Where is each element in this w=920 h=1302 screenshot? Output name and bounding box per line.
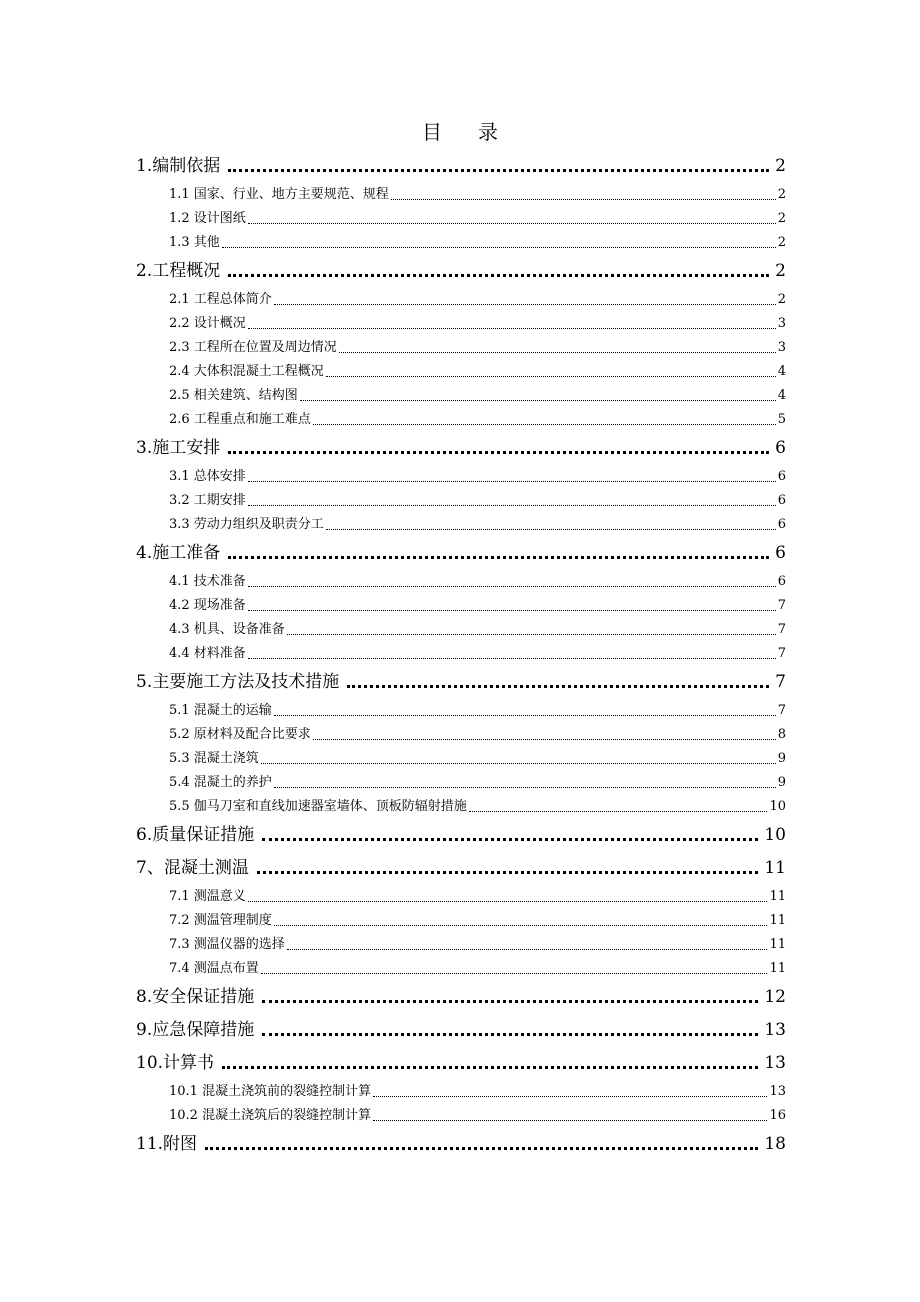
toc-entry-page: 2	[775, 261, 786, 281]
toc-entry-page: 6	[777, 574, 786, 589]
toc-entry-label: 3.2 工期安排	[169, 493, 246, 508]
toc-entry-page: 12	[764, 987, 786, 1007]
toc-entry-page: 2	[775, 156, 786, 176]
toc-section-entry[interactable]	[136, 1014, 786, 1047]
toc-entry-label: 7.3 测温仪器的选择	[169, 937, 285, 952]
toc-subsection-entry[interactable]	[136, 465, 786, 489]
toc-subsection-entry[interactable]	[136, 489, 786, 513]
toc-entry-page: 7	[777, 646, 786, 661]
toc-entry-page: 5	[777, 412, 786, 427]
toc-subsection-entry[interactable]	[136, 642, 786, 666]
toc-leader-dots	[261, 763, 776, 764]
toc-entry-page: 2	[777, 187, 786, 202]
toc-subsection-entry[interactable]	[136, 513, 786, 537]
toc-title-right: 录	[478, 120, 498, 144]
toc-leader-dots	[262, 1033, 758, 1036]
toc-leader-dots	[228, 274, 769, 277]
toc-entry-page: 4	[777, 364, 786, 379]
toc-leader-dots	[287, 634, 776, 635]
toc-leader-dots	[391, 199, 776, 200]
toc-entry-label: 5.1 混凝土的运输	[169, 703, 272, 718]
toc-entry-page: 9	[777, 775, 786, 790]
toc-leader-dots	[262, 838, 758, 841]
toc-leader-dots	[261, 973, 768, 974]
toc-subsection-entry[interactable]	[136, 771, 786, 795]
toc-entry-page: 3	[777, 316, 786, 331]
toc-entry-label: 2.1 工程总体简介	[169, 292, 272, 307]
toc-subsection-entry[interactable]	[136, 933, 786, 957]
toc-subsection-entry[interactable]	[136, 384, 786, 408]
table-of-contents	[136, 150, 786, 1161]
toc-leader-dots	[373, 1096, 767, 1097]
toc-section-entry[interactable]	[136, 666, 786, 699]
toc-entry-page: 6	[777, 517, 786, 532]
toc-entry-label: 2.工程概况	[136, 261, 221, 281]
toc-entry-page: 2	[777, 292, 786, 307]
toc-leader-dots	[228, 451, 769, 454]
toc-section-entry[interactable]	[136, 537, 786, 570]
toc-entry-label: 8.安全保证措施	[136, 987, 255, 1007]
toc-subsection-entry[interactable]	[136, 312, 786, 336]
toc-leader-dots	[228, 169, 769, 172]
toc-subsection-entry[interactable]	[136, 570, 786, 594]
toc-entry-page: 18	[764, 1134, 786, 1154]
toc-leader-dots	[248, 610, 776, 611]
toc-leader-dots	[257, 871, 759, 874]
toc-entry-page: 11	[764, 858, 786, 878]
toc-leader-dots	[347, 685, 769, 688]
toc-entry-label: 3.1 总体安排	[169, 469, 246, 484]
toc-entry-label: 10.1 混凝土浇筑前的裂缝控制计算	[169, 1084, 372, 1099]
toc-subsection-entry[interactable]	[136, 747, 786, 771]
toc-subsection-entry[interactable]	[136, 408, 786, 432]
toc-entry-page: 13	[764, 1020, 786, 1040]
toc-entry-label: 1.3 其他	[169, 235, 220, 250]
toc-entry-page: 2	[777, 211, 786, 226]
toc-entry-label: 2.2 设计概况	[169, 316, 246, 331]
toc-section-entry[interactable]	[136, 1128, 786, 1161]
toc-entry-page: 9	[777, 751, 786, 766]
toc-leader-dots	[248, 658, 776, 659]
toc-subsection-entry[interactable]	[136, 183, 786, 207]
toc-entry-page: 10	[769, 799, 786, 814]
toc-entry-label: 11.附图	[136, 1134, 198, 1154]
toc-subsection-entry[interactable]	[136, 957, 786, 981]
toc-entry-page: 11	[769, 889, 786, 904]
toc-entry-page: 2	[777, 235, 786, 250]
toc-entry-page: 3	[777, 340, 786, 355]
toc-subsection-entry[interactable]	[136, 618, 786, 642]
toc-entry-label: 6.质量保证措施	[136, 825, 255, 845]
toc-section-entry[interactable]	[136, 1047, 786, 1080]
toc-entry-label: 3.3 劳动力组织及职责分工	[169, 517, 324, 532]
toc-subsection-entry[interactable]	[136, 1104, 786, 1128]
toc-entry-label: 5.4 混凝土的养护	[169, 775, 272, 790]
toc-entry-page: 7	[777, 622, 786, 637]
toc-section-entry[interactable]	[136, 852, 786, 885]
toc-subsection-entry[interactable]	[136, 885, 786, 909]
toc-entry-label: 3.施工安排	[136, 438, 221, 458]
toc-entry-page: 4	[777, 388, 786, 403]
toc-entry-page: 6	[777, 469, 786, 484]
toc-entry-label: 5.2 原材料及配合比要求	[169, 727, 311, 742]
toc-entry-page: 7	[777, 598, 786, 613]
toc-entry-page: 6	[777, 493, 786, 508]
toc-entry-page: 7	[777, 703, 786, 718]
toc-subsection-entry[interactable]	[136, 699, 786, 723]
toc-entry-label: 1.2 设计图纸	[169, 211, 246, 226]
toc-leader-dots	[228, 556, 769, 559]
toc-entry-label: 4.4 材料准备	[169, 646, 246, 661]
toc-subsection-entry[interactable]	[136, 360, 786, 384]
toc-entry-page: 13	[769, 1084, 786, 1099]
toc-subsection-entry[interactable]	[136, 231, 786, 255]
toc-entry-page: 16	[769, 1108, 786, 1123]
toc-entry-label: 4.2 现场准备	[169, 598, 246, 613]
toc-leader-dots	[248, 505, 776, 506]
toc-leader-dots	[248, 481, 776, 482]
toc-entry-page: 11	[769, 913, 786, 928]
toc-section-entry[interactable]	[136, 981, 786, 1014]
toc-title	[0, 118, 920, 146]
toc-section-entry[interactable]	[136, 255, 786, 288]
toc-leader-dots	[339, 352, 776, 353]
toc-entry-label: 7、混凝土测温	[136, 858, 249, 878]
toc-entry-label: 10.计算书	[136, 1053, 215, 1073]
toc-subsection-entry[interactable]	[136, 207, 786, 231]
toc-subsection-entry[interactable]	[136, 288, 786, 312]
toc-entry-page: 13	[764, 1053, 786, 1073]
toc-entry-label: 4.施工准备	[136, 543, 221, 563]
toc-subsection-entry[interactable]	[136, 909, 786, 933]
toc-subsection-entry[interactable]	[136, 594, 786, 618]
toc-entry-label: 4.3 机具、设备准备	[169, 622, 285, 637]
toc-leader-dots	[313, 739, 776, 740]
toc-leader-dots	[373, 1120, 767, 1121]
toc-entry-page: 6	[775, 438, 786, 458]
toc-entry-label: 1.1 国家、行业、地方主要规范、规程	[169, 187, 389, 202]
toc-subsection-entry[interactable]	[136, 795, 786, 819]
toc-entry-label: 7.1 测温意义	[169, 889, 246, 904]
toc-leader-dots	[248, 223, 776, 224]
toc-entry-label: 1.编制依据	[136, 156, 221, 176]
toc-entry-label: 5.5 伽马刀室和直线加速器室墙体、顶板防辐射措施	[169, 799, 467, 814]
toc-leader-dots	[248, 586, 776, 587]
toc-entry-label: 10.2 混凝土浇筑后的裂缝控制计算	[169, 1108, 372, 1123]
toc-leader-dots	[248, 901, 768, 902]
toc-leader-dots	[262, 1000, 758, 1003]
toc-leader-dots	[248, 328, 776, 329]
toc-leader-dots	[222, 247, 776, 248]
toc-leader-dots	[300, 400, 776, 401]
toc-leader-dots	[326, 529, 776, 530]
toc-section-entry[interactable]	[136, 432, 786, 465]
toc-entry-label: 7.4 测温点布置	[169, 961, 259, 976]
toc-subsection-entry[interactable]	[136, 723, 786, 747]
toc-leader-dots	[205, 1147, 758, 1150]
toc-leader-dots	[469, 811, 768, 812]
toc-leader-dots	[274, 304, 776, 305]
toc-entry-page: 10	[764, 825, 786, 845]
toc-entry-page: 7	[775, 672, 786, 692]
toc-entry-page: 8	[777, 727, 786, 742]
toc-entry-label: 4.1 技术准备	[169, 574, 246, 589]
toc-section-entry[interactable]	[136, 819, 786, 852]
toc-leader-dots	[313, 424, 776, 425]
toc-entry-label: 2.5 相关建筑、结构图	[169, 388, 298, 403]
toc-subsection-entry[interactable]	[136, 336, 786, 360]
toc-entry-label: 9.应急保障措施	[136, 1020, 255, 1040]
toc-leader-dots	[274, 715, 776, 716]
toc-entry-page: 6	[775, 543, 786, 563]
toc-leader-dots	[222, 1066, 758, 1069]
toc-entry-page: 11	[769, 937, 786, 952]
toc-entry-label: 2.3 工程所在位置及周边情况	[169, 340, 337, 355]
toc-entry-page: 11	[769, 961, 786, 976]
toc-leader-dots	[274, 787, 776, 788]
toc-entry-label: 2.6 工程重点和施工难点	[169, 412, 311, 427]
toc-entry-label: 2.4 大体积混凝土工程概况	[169, 364, 324, 379]
toc-title-left: 目	[422, 120, 442, 144]
toc-entry-label: 5.3 混凝土浇筑	[169, 751, 259, 766]
toc-section-entry[interactable]	[136, 150, 786, 183]
toc-entry-label: 5.主要施工方法及技术措施	[136, 672, 340, 692]
toc-entry-label: 7.2 测温管理制度	[169, 913, 272, 928]
toc-leader-dots	[287, 949, 768, 950]
toc-leader-dots	[326, 376, 776, 377]
toc-leader-dots	[274, 925, 768, 926]
toc-subsection-entry[interactable]	[136, 1080, 786, 1104]
